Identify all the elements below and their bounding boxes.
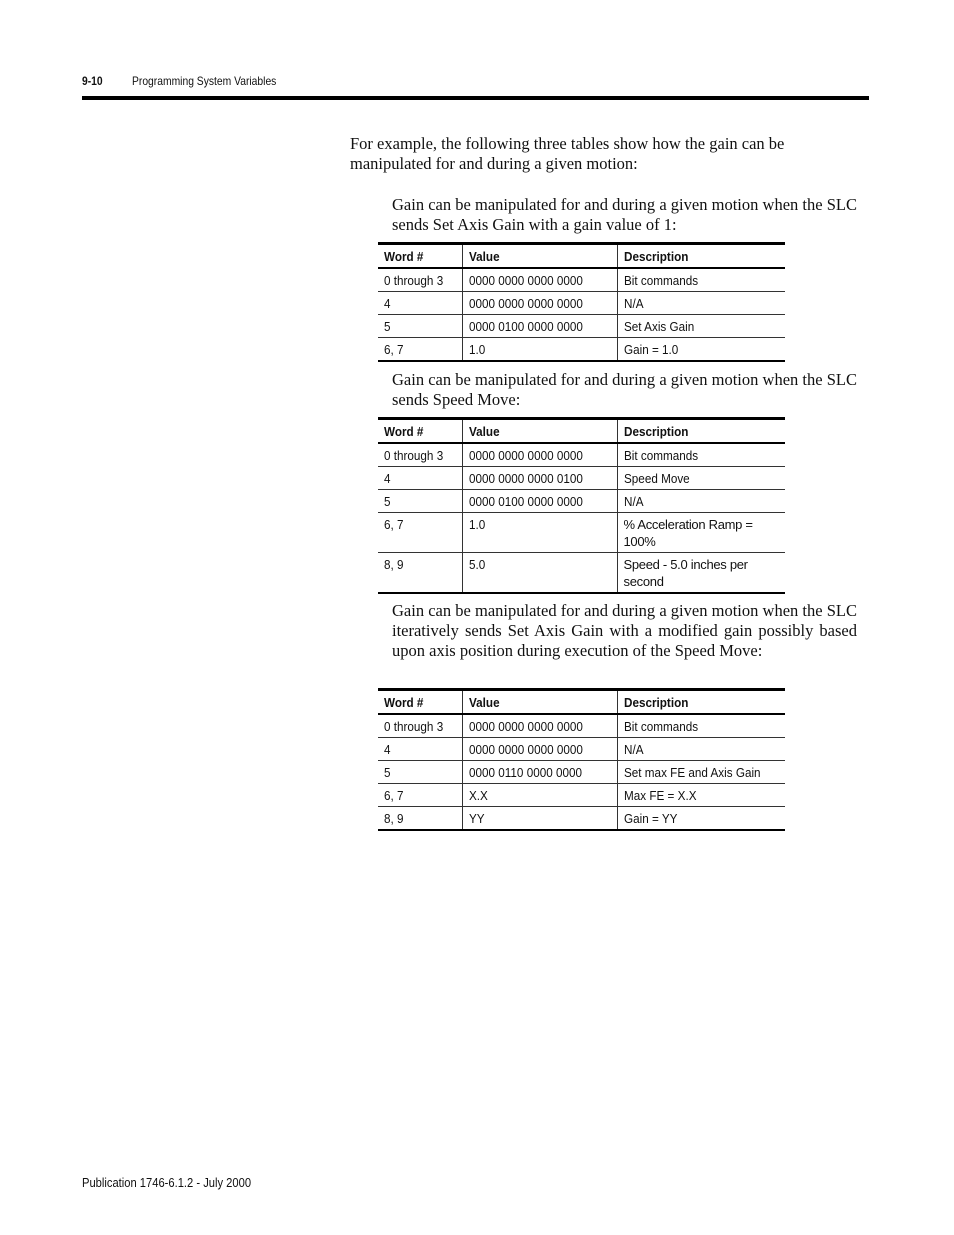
cell-description: Set Axis Gain — [617, 315, 785, 338]
cell-word: 6, 7 — [378, 513, 462, 553]
table-row — [378, 784, 785, 807]
cell-value: 0000 0110 0000 0000 — [462, 761, 617, 784]
cell-word: 8, 9 — [378, 553, 462, 594]
column-header-value: Value — [462, 244, 617, 269]
table-row — [378, 467, 785, 490]
table-row — [378, 807, 785, 831]
cell-value: X.X — [462, 784, 617, 807]
paragraph-iterative-gain: Gain can be manipulated for and during a given motion when the SLC iteratively sends Set Axis Gain with a modified gain possibly based upon axis position during execution of the Speed Move: — [392, 601, 857, 660]
table-header-row — [378, 419, 785, 444]
cell-value: 0000 0000 0000 0000 — [462, 443, 617, 467]
cell-description: Bit commands — [617, 714, 785, 738]
table-speed-move — [378, 417, 785, 594]
cell-word: 0 through 3 — [378, 268, 462, 292]
column-header-description: Description — [617, 690, 785, 715]
column-header-value: Value — [462, 419, 617, 444]
cell-value: YY — [462, 807, 617, 831]
column-header-word: Word # — [378, 244, 462, 269]
cell-value: 1.0 — [462, 513, 617, 553]
cell-value: 5.0 — [462, 553, 617, 594]
table-row — [378, 338, 785, 362]
table-row — [378, 714, 785, 738]
cell-value: 1.0 — [462, 338, 617, 362]
table-row — [378, 513, 785, 553]
cell-word: 5 — [378, 490, 462, 513]
table-row — [378, 761, 785, 784]
cell-value: 0000 0000 0000 0000 — [462, 268, 617, 292]
cell-value: 0000 0000 0000 0000 — [462, 738, 617, 761]
cell-description: Bit commands — [617, 443, 785, 467]
table-row — [378, 738, 785, 761]
column-header-description: Description — [617, 244, 785, 269]
section-title: Programming System Variables — [132, 74, 277, 88]
cell-value: 0000 0000 0000 0000 — [462, 714, 617, 738]
header-rule — [82, 96, 869, 100]
cell-word: 8, 9 — [378, 807, 462, 831]
cell-description: Speed - 5.0 inches per second — [617, 553, 785, 594]
cell-word: 4 — [378, 738, 462, 761]
cell-word: 5 — [378, 761, 462, 784]
cell-description: Gain = YY — [617, 807, 785, 831]
cell-word: 6, 7 — [378, 338, 462, 362]
cell-description: % Acceleration Ramp = 100% — [617, 513, 785, 553]
table-row — [378, 443, 785, 467]
cell-description: Bit commands — [617, 268, 785, 292]
cell-description: Gain = 1.0 — [617, 338, 785, 362]
publication-footer: Publication 1746-6.1.2 - July 2000 — [82, 1175, 252, 1190]
cell-word: 4 — [378, 292, 462, 315]
intro-paragraph: For example, the following three tables show how the gain can be manipulated for and during a given motion: — [350, 134, 785, 173]
cell-description: N/A — [617, 292, 785, 315]
table-header-row — [378, 690, 785, 715]
cell-description: Speed Move — [617, 467, 785, 490]
cell-description: Set max FE and Axis Gain — [617, 761, 785, 784]
cell-value: 0000 0100 0000 0000 — [462, 315, 617, 338]
page-number: 9-10 — [82, 74, 103, 88]
cell-description: N/A — [617, 738, 785, 761]
column-header-description: Description — [617, 419, 785, 444]
table-row — [378, 315, 785, 338]
table-set-axis-gain — [378, 242, 785, 362]
column-header-word: Word # — [378, 690, 462, 715]
cell-word: 5 — [378, 315, 462, 338]
paragraph-speed-move: Gain can be manipulated for and during a given motion when the SLC sends Speed Move: — [392, 370, 857, 409]
cell-word: 6, 7 — [378, 784, 462, 807]
cell-word: 0 through 3 — [378, 443, 462, 467]
table-row — [378, 268, 785, 292]
table-row — [378, 490, 785, 513]
cell-word: 0 through 3 — [378, 714, 462, 738]
table-iterative-gain — [378, 688, 785, 831]
paragraph-set-axis-gain: Gain can be manipulated for and during a given motion when the SLC sends Set Axis Gain with a gain value of 1: — [392, 195, 857, 234]
column-header-value: Value — [462, 690, 617, 715]
cell-word: 4 — [378, 467, 462, 490]
table-row — [378, 292, 785, 315]
table-header-row — [378, 244, 785, 269]
cell-description: Max FE = X.X — [617, 784, 785, 807]
cell-description: N/A — [617, 490, 785, 513]
cell-value: 0000 0100 0000 0000 — [462, 490, 617, 513]
cell-value: 0000 0000 0000 0000 — [462, 292, 617, 315]
table-row — [378, 553, 785, 594]
cell-value: 0000 0000 0000 0100 — [462, 467, 617, 490]
column-header-word: Word # — [378, 419, 462, 444]
